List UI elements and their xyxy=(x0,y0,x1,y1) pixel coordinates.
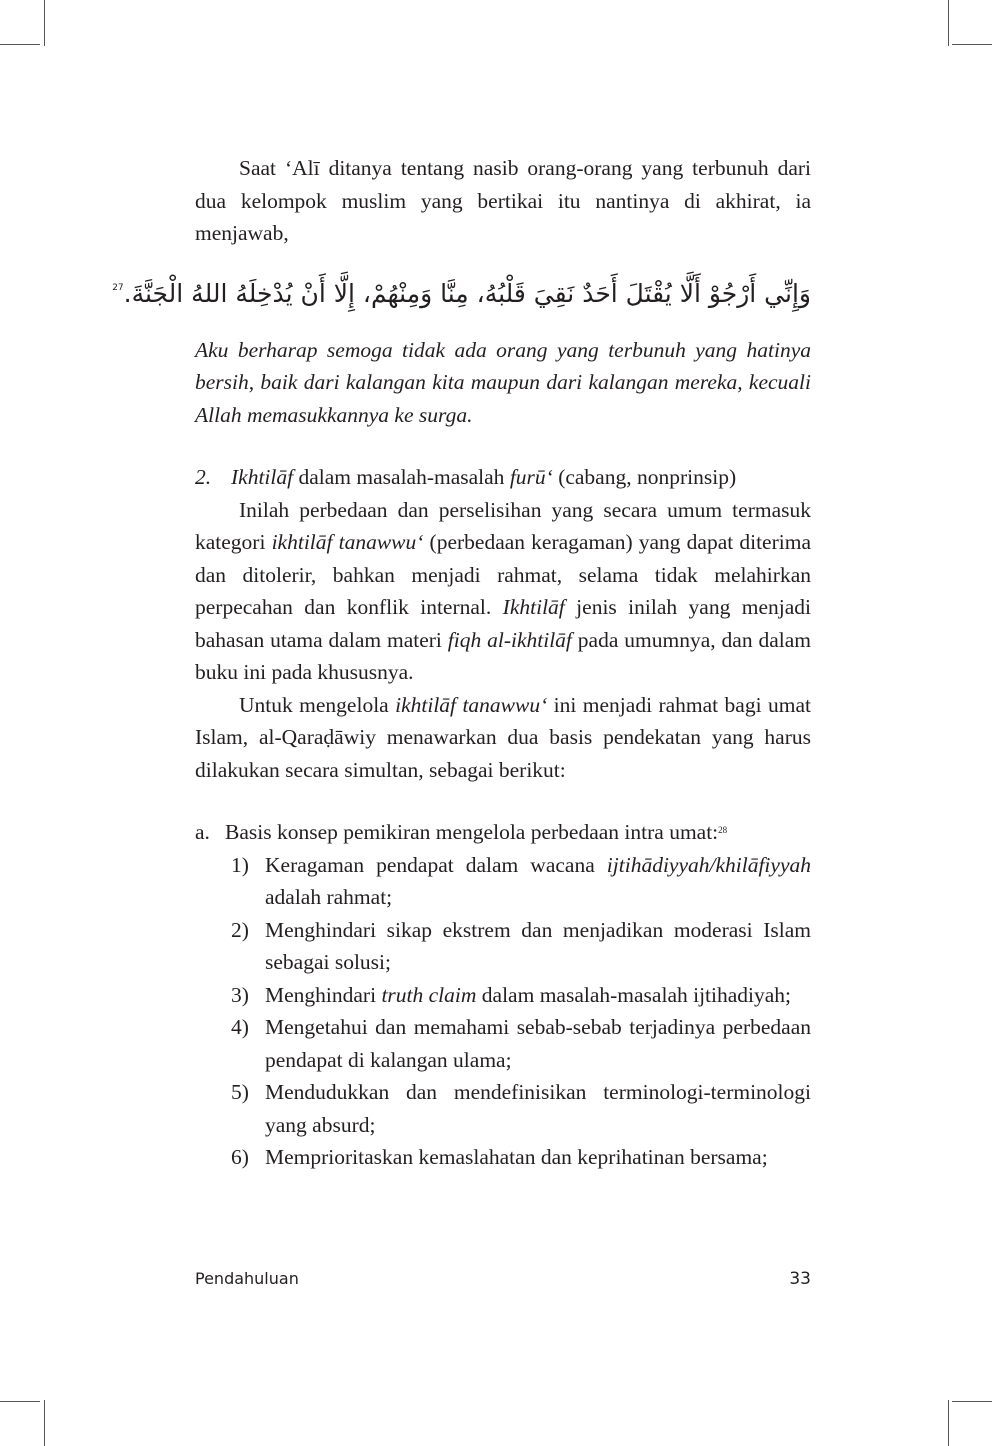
crop-mark xyxy=(0,44,40,45)
text-run: (perbedaan keragaman) yang dapat diterima dan ditolerir, bahkan menjadi rahmat, selama tidak melahirkan perpecahan dan konflik internal. xyxy=(195,530,811,619)
term: Ikhtilāf xyxy=(231,465,294,489)
text-run: pada umumnya, dan dalam buku ini pada khususnya. xyxy=(195,627,811,684)
text-run: Inilah perbedaan dan perselisihan yang secara umum termasuk kategori xyxy=(195,497,811,554)
section-heading-2 xyxy=(195,461,811,494)
list-item xyxy=(195,1011,811,1076)
list-item xyxy=(195,979,811,1012)
italic-term: truth claim xyxy=(381,982,477,1007)
list-item-a xyxy=(195,816,811,849)
text-run: Keragaman pendapat dalam wacana xyxy=(265,852,607,877)
list-number: 3) xyxy=(231,982,249,1007)
page-footer xyxy=(195,1269,811,1293)
text-run: ini menjadi rahmat bagi umat Islam, al-Qaraḍāwiy menawarkan dua basis pendekatan yang harus dilakukan secara simultan, sebagai berikut: xyxy=(195,692,811,782)
list-item xyxy=(195,1141,811,1174)
list-number: 4) xyxy=(231,1015,249,1039)
list-marker: a. xyxy=(195,820,210,844)
crop-mark xyxy=(44,1400,45,1446)
list-item xyxy=(195,849,811,914)
list-number: 1) xyxy=(231,852,249,877)
arabic-text: وَإِنِّي أَرْجُوْ أَلَّا يُقْتَلَ أَحَدٌ نَقِيَ قَلْبُهُ، مِنَّا وَمِنْهُمْ، إِلَّا أَنْ يُدْخِلَهُ اللهُ الْجَنَّةَ. xyxy=(123,278,811,308)
paragraph-approach xyxy=(195,689,811,787)
list-number: 5) xyxy=(231,1080,249,1104)
list-item xyxy=(195,914,811,979)
crop-mark xyxy=(948,1400,949,1446)
term: furū‘ xyxy=(509,465,553,489)
text-run: Menghindari sikap ekstrem dan menjadikan moderasi Islam sebagai solusi; xyxy=(265,917,811,974)
list-text: Basis konsep pemikiran mengelola perbedaan intra umat: xyxy=(225,820,719,844)
crop-mark xyxy=(44,0,45,46)
page-body xyxy=(112,152,811,1174)
running-title: Pendahuluan xyxy=(195,1269,299,1288)
section-number: 2. xyxy=(195,465,212,489)
footnote-ref: 27 xyxy=(112,282,124,293)
text-run: Mengetahui dan memahami sebab-sebab terjadinya perbedaan pendapat di kalangan ulama; xyxy=(265,1015,811,1072)
italic-term: ikhtilāf tanawwu‘ xyxy=(395,692,548,717)
text-run: Mendudukkan dan mendefinisikan terminologi-terminologi yang absurd; xyxy=(265,1080,811,1137)
text-run: Menghindari xyxy=(265,982,382,1007)
paragraph-tanawwu xyxy=(195,494,811,689)
italic-term: Ikhtilāf xyxy=(502,595,565,619)
text-run: adalah rahmat; xyxy=(265,885,393,909)
heading-text: (cabang, nonprinsip) xyxy=(552,465,737,489)
arabic-quote xyxy=(112,274,811,318)
translation-paragraph: Aku berharap semoga tidak ada orang yang terbunuh yang hatinya bersih, baik dari kalangan kita maupun dari kalangan mereka, kecuali Allah memasukkannya ke surga. xyxy=(195,337,811,427)
crop-mark xyxy=(948,0,949,46)
italic-term: fiqh al-ikhtilāf xyxy=(447,627,572,652)
list-item xyxy=(195,1076,811,1141)
paragraph-intro: Saat ‘Alī ditanya tentang nasib orang-orang yang terbunuh dari dua kelompok muslim yang bertikai itu nantinya di akhirat, ia menjawab, xyxy=(195,156,811,245)
heading-text: dalam masalah-masalah xyxy=(293,465,510,489)
page-number: 33 xyxy=(789,1269,811,1289)
crop-mark xyxy=(952,44,992,45)
text-run: jenis inilah yang menjadi bahasan utama dalam materi xyxy=(195,595,811,652)
text-run: dalam masalah-masalah ijtihadiyah; xyxy=(476,982,792,1007)
text-run: Memprioritaskan kemaslahatan dan keprihatinan bersama; xyxy=(265,1145,768,1169)
italic-term: ijtihādiyyah/khilāfiyyah xyxy=(606,852,811,877)
numbered-list xyxy=(195,849,811,1174)
list-number: 6) xyxy=(231,1145,249,1169)
list-number: 2) xyxy=(231,917,249,942)
crop-mark xyxy=(0,1401,40,1402)
footnote-ref: 28 xyxy=(718,825,728,835)
italic-term: ikhtilāf tanawwu‘ xyxy=(271,530,424,554)
text-run: Untuk mengelola xyxy=(239,692,396,717)
crop-mark xyxy=(952,1401,992,1402)
